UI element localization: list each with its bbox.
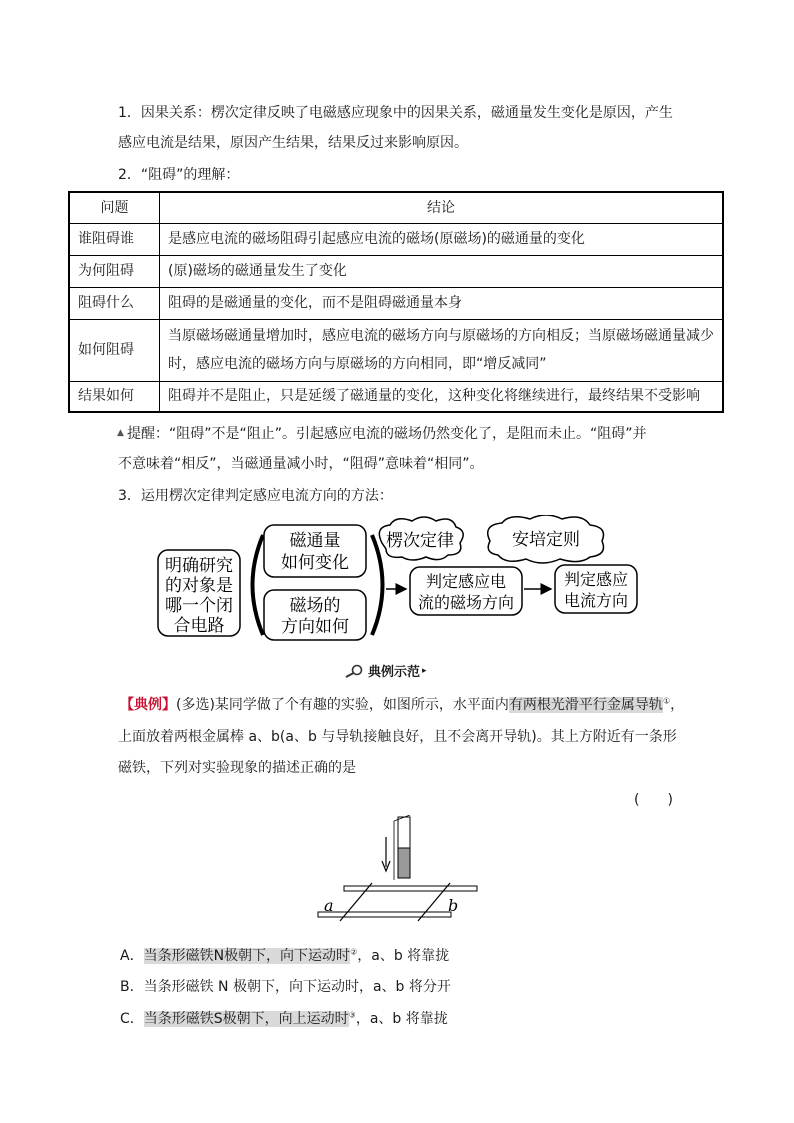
flow-box3-line: 磁场的 [289, 596, 341, 616]
obstruction-table [68, 191, 724, 413]
label-a: a [324, 896, 334, 915]
table-row [69, 223, 723, 255]
option-c-prefix: C． [120, 1011, 144, 1027]
answer-paren: ( ) [634, 792, 673, 808]
table-cell-question: 结果如何 [69, 381, 160, 412]
table-row [69, 255, 723, 287]
rail-bottom [318, 912, 451, 917]
table-header-conclusion: 结论 [160, 192, 724, 223]
magnifier-icon [343, 664, 365, 678]
right-paren [372, 535, 383, 635]
left-paren [253, 535, 264, 635]
tip-line2: 不意味着“相反”，当磁通量减小时，“阻碍”意味着“相同”。 [118, 456, 484, 472]
cloud-lenz-text: 楞次定律 [386, 531, 454, 551]
flow-box2-line: 如何变化 [281, 553, 349, 573]
table-cell-answer: 阻碍并不是阻止，只是延缓了磁通量的变化，这种变化将继续进行，最终结果不受影响 [160, 381, 724, 412]
table-cell-answer [160, 319, 724, 381]
option-c [120, 1008, 448, 1028]
flow-box1-line: 合电路 [173, 616, 225, 636]
table-header-question: 问题 [69, 192, 160, 223]
para1-line2: 感应电流是结果，原因产生结果，结果反过来影响原因。 [118, 135, 468, 151]
table-header-row [69, 192, 723, 223]
flow-diagram [150, 515, 650, 647]
section-title [343, 661, 427, 680]
footnote-marker: ① [662, 696, 671, 706]
footnote-marker: ③ [348, 1010, 356, 1020]
table-row [69, 319, 723, 381]
option-a-prefix: A． [120, 948, 144, 964]
flow-box1-line: 明确研究 [165, 556, 233, 576]
section-title-tail: ▸ [422, 665, 427, 676]
table-cell-question: 如何阻碍 [69, 319, 160, 381]
table-cell-question: 谁阻碍谁 [69, 223, 160, 255]
flow-box2-line: 磁通量 [289, 531, 341, 551]
section-title-text: 典例示范 [368, 665, 421, 680]
para2-heading: 2．“阻碍”的理解： [118, 167, 240, 183]
highlight-option-c: 当条形磁铁S极朝下，向上运动时 [143, 1011, 349, 1027]
example-line1-end: ， [670, 697, 685, 713]
highlight-option-a: 当条形磁铁N极朝下，向下运动时 [143, 948, 351, 964]
flow-box5-line: 判定感应 [563, 570, 629, 589]
flow-box4-line: 流的磁场方向 [417, 593, 515, 612]
footnote-marker: ② [350, 947, 358, 957]
flow-box4-line: 判定感应电 [425, 572, 507, 591]
example-tag: 【典例】 [120, 697, 176, 713]
para1-line1: 1．因果关系：楞次定律反映了电磁感应现象中的因果关系，磁通量发生变化是原因，产生 [118, 105, 673, 121]
table-cell-answer: (原)磁场的磁通量发生了变化 [160, 255, 724, 287]
highlight-rails: 有两根光滑平行金属导轨 [508, 697, 663, 713]
option-b: B．当条形磁铁 N 极朝下，向下运动时，a、b 将分开 [120, 979, 451, 995]
table-cell-answer: 是感应电流的磁场阻碍引起感应电流的磁场(原磁场)的磁通量的变化 [160, 223, 724, 255]
answer-line-2: 时，感应电流的磁场方向与原磁场的方向相同，即“增反减同” [168, 356, 547, 372]
table-cell-question: 为何阻碍 [69, 255, 160, 287]
option-a [120, 945, 449, 965]
flow-box1-line: 的对象是 [165, 576, 233, 596]
magnet-top [398, 817, 410, 848]
para3-heading: 3．运用楞次定律判定感应电流方向的方法： [118, 488, 393, 504]
table-cell-question: 阻碍什么 [69, 287, 160, 319]
label-b: b [448, 896, 459, 915]
rail-top [344, 886, 477, 891]
tip-line1: 提醒：“阻碍”不是“阻止”。引起感应电流的磁场仍然变化了，是阻而未止。“阻碍”并 [127, 426, 647, 442]
example-line2: 上面放着两根金属棒 a、b(a、b 与导轨接触良好，且不会离开导轨)。其上方附近有一条形 [118, 729, 677, 745]
example-line1-text: (多选)某同学做了个有趣的实验，如图所示，水平面内 [176, 697, 509, 713]
example-line1 [120, 694, 684, 714]
flow-box1-line: 哪一个闭 [165, 596, 233, 616]
flow-box5-line: 电流方向 [563, 591, 629, 610]
table-cell-answer: 阻碍的是磁通量的变化，而不是阻碍磁通量本身 [160, 287, 724, 319]
table-row [69, 381, 723, 412]
magnet-bottom [398, 848, 410, 878]
rails-magnet-figure [310, 815, 490, 925]
option-a-rest: ，a、b 将靠拢 [357, 948, 450, 964]
example-line3: 磁铁，下列对实验现象的描述正确的是 [118, 760, 356, 776]
flow-box3-line: 方向如何 [281, 617, 349, 637]
cloud-ampere-text: 安培定则 [512, 530, 580, 550]
option-c-rest: ，a、b 将靠拢 [355, 1011, 448, 1027]
table-row [69, 287, 723, 319]
answer-line-1: 当原磁场磁通量增加时，感应电流的磁场方向与原磁场的方向相反；当原磁场磁通量减少 [168, 328, 714, 344]
tip-triangle-icon: ▲ [117, 428, 124, 438]
